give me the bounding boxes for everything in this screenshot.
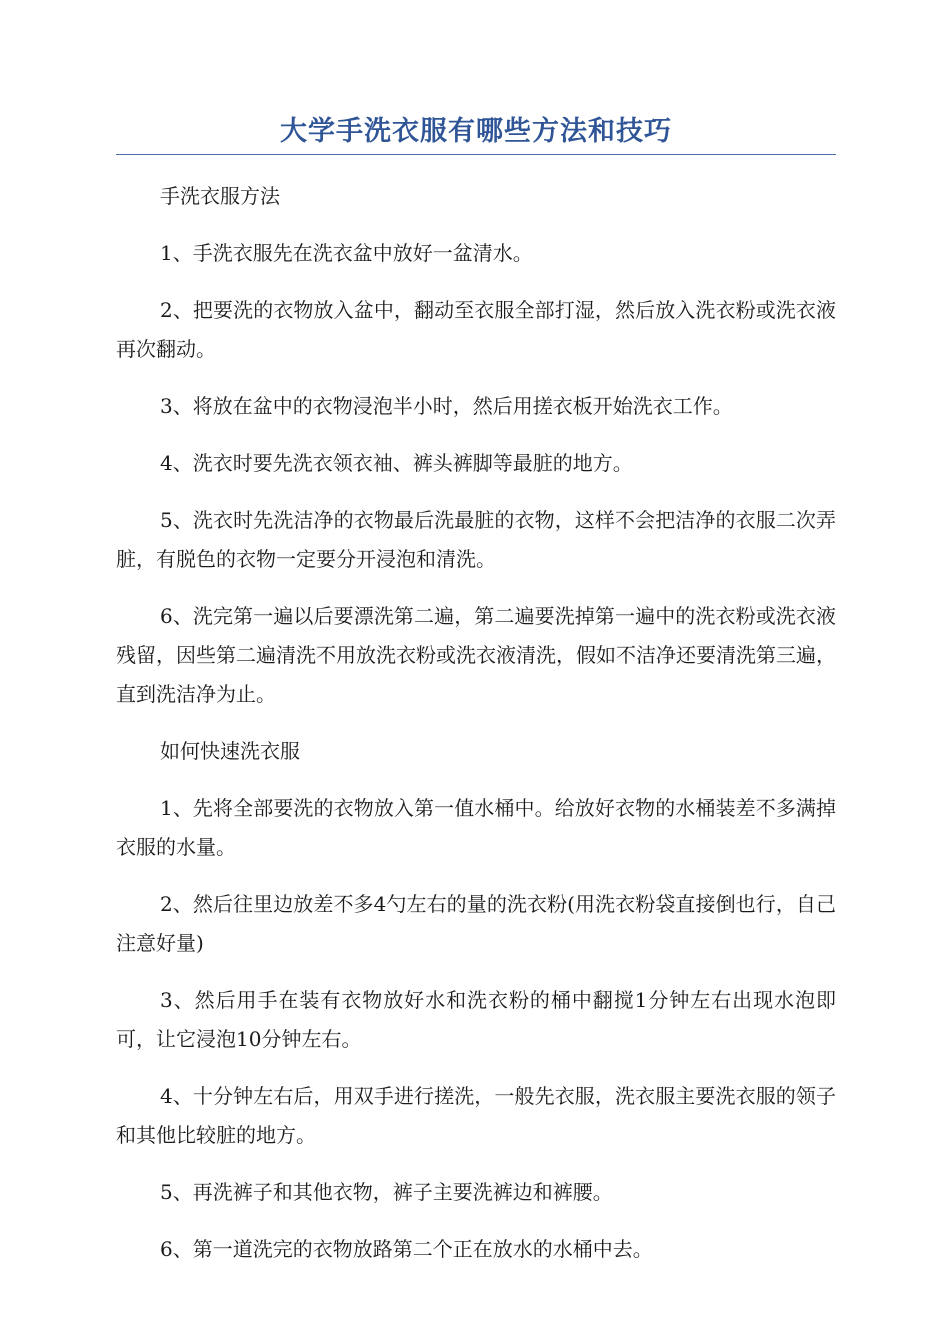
document-page — [116, 112, 836, 1287]
paragraph: 5、洗衣时先洗洁净的衣物最后洗最脏的衣物，这样不会把洁净的衣服二次弄脏，有脱色的衣物一定要分开浸泡和清洗。 — [116, 508, 836, 571]
paragraph: 3、将放在盆中的衣物浸泡半小时，然后用搓衣板开始洗衣工作。 — [160, 394, 733, 418]
paragraph: 2、然后往里边放差不多4勺左右的量的洗衣粉(用洗衣粉袋直接倒也行，自己注意好量) — [116, 892, 836, 955]
section-heading: 手洗衣服方法 — [160, 184, 280, 208]
paragraph: 1、先将全部要洗的衣物放入第一值水桶中。给放好衣物的水桶装差不多满掉衣服的水量。 — [116, 796, 836, 859]
paragraph: 5、再洗裤子和其他衣物，裤子主要洗裤边和裤腰。 — [160, 1180, 613, 1204]
paragraph: 4、十分钟左右后，用双手进行搓洗，一般先衣服，洗衣服主要洗衣服的领子和其他比较脏的地方。 — [116, 1084, 836, 1147]
section-heading: 如何快速洗衣服 — [160, 739, 300, 763]
paragraph: 2、把要洗的衣物放入盆中，翻动至衣服全部打湿，然后放入洗衣粉或洗衣液再次翻动。 — [116, 298, 836, 361]
paragraph: 3、然后用手在装有衣物放好水和洗衣粉的桶中翻搅1分钟左右出现水泡即可，让它浸泡10分钟左右。 — [116, 988, 836, 1051]
paragraph: 6、第一道洗完的衣物放路第二个正在放水的水桶中去。 — [160, 1237, 653, 1261]
paragraph: 4、洗衣时要先洗衣领衣袖、裤头裤脚等最脏的地方。 — [160, 451, 633, 475]
paragraph: 6、洗完第一遍以后要漂洗第二遍，第二遍要洗掉第一遍中的洗衣粉或洗衣液残留，因些第二遍清洗不用放洗衣粉或洗衣液清洗，假如不洁净还要清洗第三遍，直到洗洁净为止。 — [116, 604, 836, 706]
paragraph: 1、手洗衣服先在洗衣盆中放好一盆清水。 — [160, 241, 533, 265]
document-title: 大学手洗衣服有哪些方法和技巧 — [280, 116, 672, 147]
title-underline — [116, 154, 836, 155]
